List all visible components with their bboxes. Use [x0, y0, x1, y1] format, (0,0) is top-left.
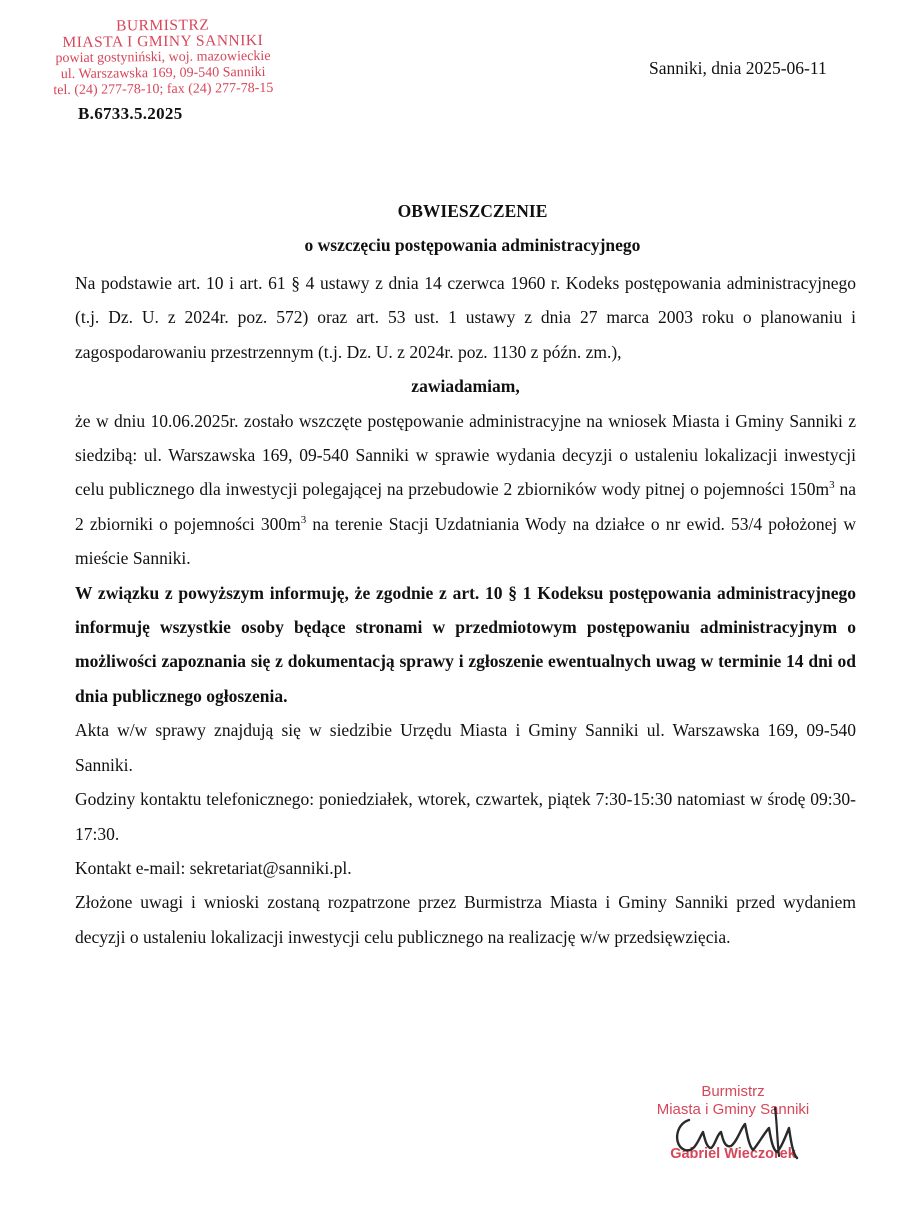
stamp-line-title: BURMISTRZ [115, 16, 210, 35]
stamp-line-region: powiat gostyniński, woj. mazowieckie [55, 48, 271, 67]
proceeding-text-part1: że w dniu 10.06.2025r. zostało wszczęte postępowanie administracyjne na wniosek Miasta i Gminy Sanniki z siedzibą: ul. Warszawska 169, 09-540 Sanniki w sprawie wydania decyzji o ustaleniu lokalizacji inwestycji celu publicznego dla inwestycji polegającej na przebudowie 2 zbiorników wody pitnej o pojemności 150m [75, 410, 856, 500]
document-body [75, 266, 856, 954]
superscript-cubic: 3 [829, 479, 835, 492]
contact-email-paragraph: Kontakt e-mail: sekretariat@sanniki.pl. [75, 857, 352, 878]
notice-paragraph: W związku z powyższym informuję, że zgodnie z art. 10 § 1 Kodeksu postępowania administracyjnego informuję wszystkie osoby będące stronami w przedmiotowym postępowaniu administracyjnym o możliwości zapoznania się z dokumentacją sprawy i zgłoszenie ewentualnych uwag w terminie 14 dni od dnia publicznego ogłoszenia. [75, 582, 856, 706]
proceeding-paragraph [75, 404, 856, 576]
superscript-cubic: 3 [300, 514, 307, 527]
proceeding-text-part3: na terenie Stacji Uzdatniania Wody na działce o nr ewid. 53/4 położonej w mieście Sanniki. [75, 513, 856, 569]
place-and-date: Sanniki, dnia 2025-06-11 [649, 58, 827, 78]
legal-basis-paragraph: Na podstawie art. 10 i art. 61 § 4 ustawy z dnia 14 czerwca 1960 r. Kodeks postępowania administracyjnego (t.j. Dz. U. z 2024r. poz. 572) oraz art. 53 ust. 1 ustawy z dnia 27 marca 2003 roku o planowaniu i zagospodarowaniu przestrzennym (t.j. Dz. U. z 2024r. poz. 1130 z późn. zm.), [75, 273, 856, 362]
stamp-line-address: ul. Warszawska 169, 09-540 Sanniki [60, 64, 266, 83]
document-title: OBWIESZCZENIE [397, 201, 548, 221]
proceeding-text-part2: na 2 zbiorniki o pojemności 300m [75, 479, 856, 534]
office-stamp [28, 17, 299, 100]
stamp-line-phone: tel. (24) 277-78-10; fax (24) 277-78-15 [53, 80, 274, 99]
signature-office: Miasta i Gminy Sanniki [656, 1101, 810, 1118]
contact-hours-paragraph: Godziny kontaktu telefonicznego: poniedziałek, wtorek, czwartek, piątek 7:30-15:30 natomiast w środę 09:30-17:30. [75, 789, 856, 844]
signature-name: Gabriel Wieczorek [670, 1146, 796, 1162]
closing-paragraph: Złożone uwagi i wnioski zostaną rozpatrzone przez Burmistrza Miasta i Gminy Sanniki przed wydaniem decyzji o ustaleniu lokalizacji inwestycji celu publicznego na realizację w/w przedsięwzięcia. [75, 892, 856, 947]
files-location-paragraph: Akta w/w sprawy znajdują się w siedzibie Urzędu Miasta i Gminy Sanniki ul. Warszawska 169, 09-540 Sanniki. [75, 720, 856, 775]
handwritten-signature [665, 1098, 815, 1168]
signature-role: Burmistrz [701, 1083, 765, 1100]
document-subtitle: o wszczęciu postępowania administracyjnego [304, 235, 641, 255]
stamp-line-office: MIASTA I GMINY SANNIKI [62, 31, 264, 52]
reference-number: B.6733.5.2025 [78, 104, 183, 123]
announcement-word: zawiadamiam, [411, 376, 520, 397]
